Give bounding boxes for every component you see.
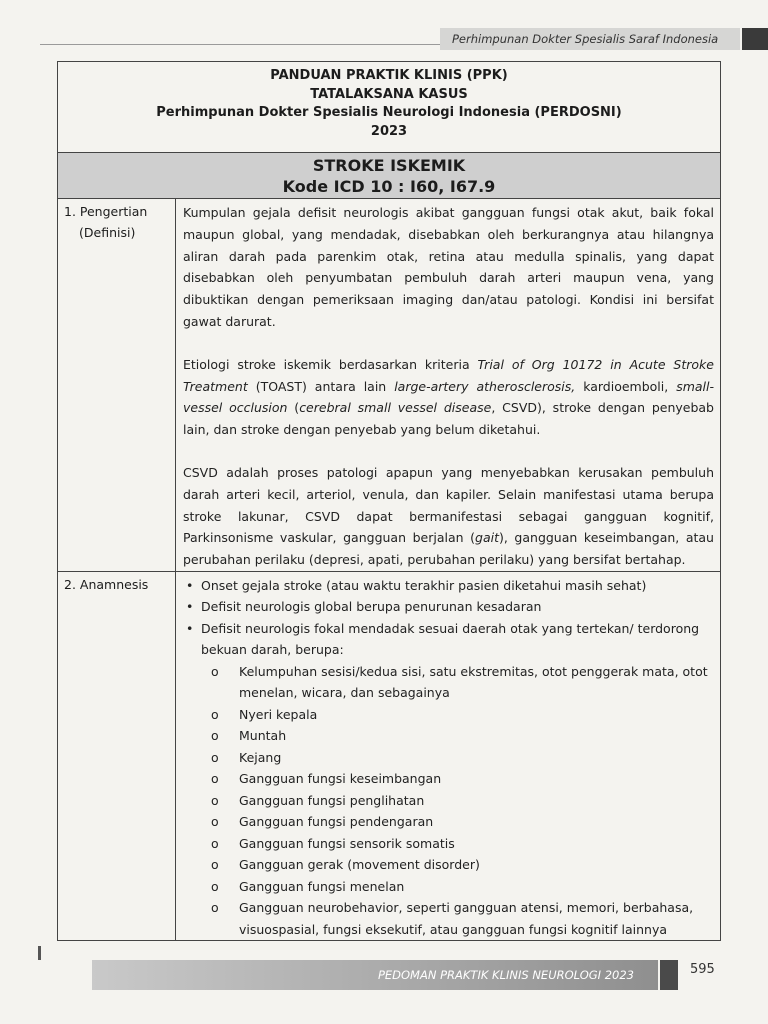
list-item: o Gangguan fungsi pendengaran (201, 811, 714, 833)
label-definisi: (Definisi) (79, 224, 136, 240)
csvd-paragraph: CSVD adalah proses patologi apapun yang menyebabkan kerusakan pembuluh darah arteri kecil, arteriol, venula, dan kapiler. Selain manifestasi utama berupa stroke lakunar, CSVD dapat bermanifestasi sebagai gangguan kognitif, Parkinsonisme vaskular, gangguan berjalan (gait), gangguan keseimbangan, atau perubahan perilaku (depresi, apati, perubahan perilaku) yang bersifat bertahap. (183, 464, 714, 568)
list-item: o Gangguan fungsi keseimbangan (201, 768, 714, 790)
list-item: o Kejang (201, 747, 714, 769)
etiology-paragraph: Etiologi stroke iskemik berdasarkan kriteria Trial of Org 10172 in Acute Stroke Treatment (TOAST) antara lain large-artery atherosclerosis, kardioemboli, small-vessel occlusion (cerebral small vessel disease, CSVD), stroke dengan penyebab lain, dan stroke dengan penyebab yang belum diketahui. (183, 356, 714, 438)
icd-code: Kode ICD 10 : I60, I67.9 (282, 177, 496, 196)
row-label-anamnesis (58, 572, 176, 941)
symptom-sublist (201, 661, 714, 941)
content-pengertian (176, 199, 720, 571)
title-year: 2023 (370, 123, 408, 139)
list-item: o Gangguan fungsi menelan (201, 876, 714, 898)
list-item: o Gangguan gerak (movement disorder) (201, 854, 714, 876)
running-footer: PEDOMAN PRAKTIK KLINIS NEUROLOGI 2023 (92, 960, 658, 990)
list-item: o Nyeri kepala (201, 704, 714, 726)
list-item: o Kelumpuhan sesisi/kedua sisi, satu ekstremitas, otot penggerak mata, otot menelan, wicara, dan sebagainya (201, 661, 714, 704)
content-anamnesis (176, 572, 720, 941)
list-item: o Gangguan neurobehavior, seperti gangguan atensi, memori, berbahasa, visuospasial, fungsi eksekutif, atau gangguan fungsi kognitif lainnya (201, 897, 714, 940)
list-item: • Onset gejala stroke (atau waktu terakhir pasien diketahui masih sehat) (183, 575, 714, 597)
page-number: 595 (690, 962, 715, 977)
list-item: • Defisit neurologis global berupa penurunan kesadaran (183, 596, 714, 618)
title-line-2: TATALAKSANA KASUS (310, 86, 468, 102)
list-item: o Gangguan fungsi penglihatan (201, 790, 714, 812)
title-line-3: Perhimpunan Dokter Spesialis Neurologi Indonesia (PERDOSNI) (156, 105, 622, 120)
anamnesis-bullet-list (183, 575, 714, 941)
ppk-document-table (57, 61, 721, 941)
list-item: o Gangguan fungsi sensorik somatis (201, 833, 714, 855)
margin-mark (38, 946, 41, 960)
document-title-block (58, 62, 720, 152)
list-item: o Muntah (201, 725, 714, 747)
label-pengertian: 1. Pengertian (64, 204, 148, 219)
row-anamnesis (58, 572, 720, 941)
running-header: Perhimpunan Dokter Spesialis Saraf Indonesia (440, 28, 740, 50)
footer-tab-marker (660, 960, 678, 990)
row-label-pengertian (58, 199, 176, 571)
header-tab-marker (742, 28, 768, 50)
title-line-1: PANDUAN PRAKTIK KLINIS (PPK) (270, 68, 508, 83)
diagnosis-band (58, 152, 720, 199)
diagnosis-title: STROKE ISKEMIK (312, 156, 466, 175)
definition-paragraph: Kumpulan gejala defisit neurologis akibat gangguan fungsi otak akut, baik fokal maupun global, yang mendadak, disebabkan oleh berkurangnya atau hilangnya aliran darah pada parenkim otak, retina atau medulla spinalis, yang dapat disebabkan oleh penyumbatan pembuluh darah arteri maupun vena, yang dibuktikan dengan pemeriksaan imaging dan/atau patologi. Kondisi ini bersifat gawat darurat. (183, 205, 714, 329)
list-item: • Defisit neurologis fokal mendadak sesuai daerah otak yang tertekan/ terdorong bekuan darah, berupa: o Kelumpuhan sesisi/kedua sisi, satu ekstremitas, otot penggerak mata, otot menelan, wicara, dan sebagainya o Nyeri kepala o Muntah o Kejang o Gangguan fungsi keseimbangan o Gangguan fungsi penglihatan o Gangguan fungsi pendengaran o Gangguan fungsi sensorik somatis o Gangguan gerak (movement disorder) o Gangguan fungsi menelan o Gangguan neurobehavior, seperti gangguan atensi, memori, berbahasa, visuospasial, fungsi eksekutif, atau gangguan fungsi kognitif lainnya (183, 618, 714, 941)
row-pengertian (58, 199, 720, 572)
label-anamnesis: 2. Anamnesis (64, 576, 149, 592)
